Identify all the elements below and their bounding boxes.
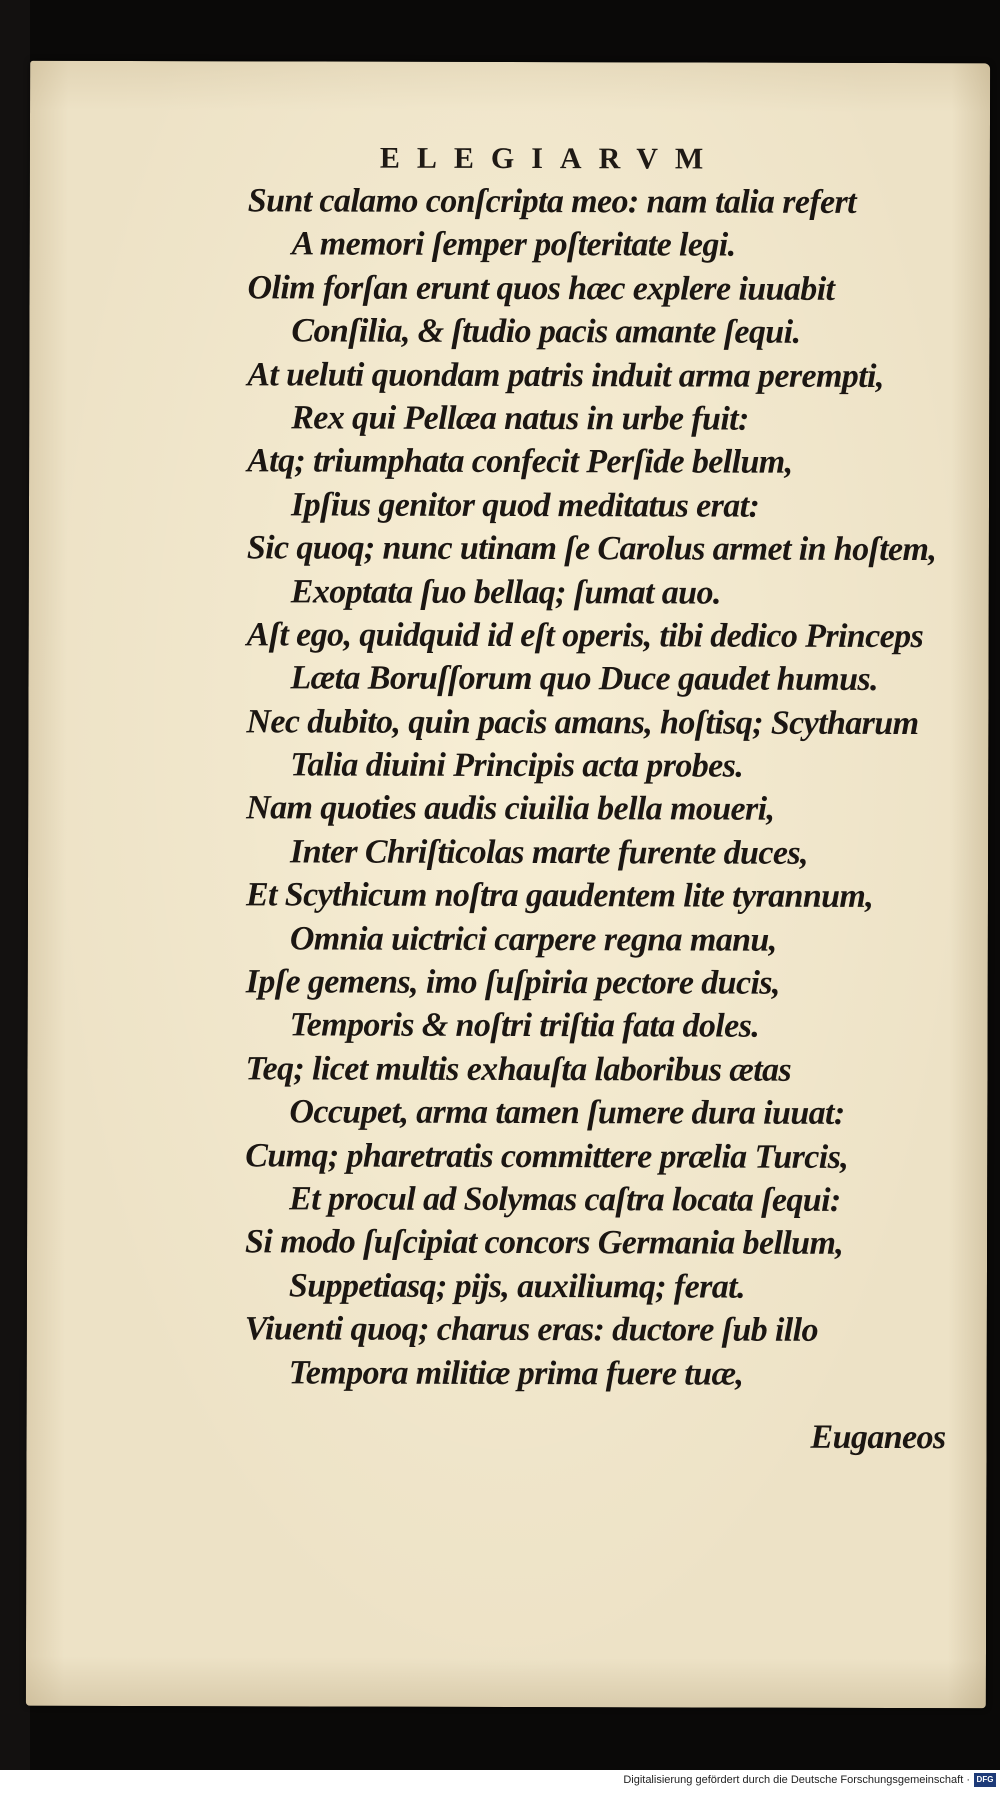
verse-line: Occupet, arma tamen ſumere dura iuuat: xyxy=(289,1093,845,1133)
verse-line: Aſt ego, quidquid id eſt operis, tibi dedico Princeps xyxy=(246,616,924,655)
verse-line: Suppetiasq; pijs, auxiliumq; ferat. xyxy=(288,1267,745,1306)
verse-line: Sunt calamo conſcripta meo: nam talia refert xyxy=(247,182,857,221)
digitization-footer xyxy=(0,1770,1000,1794)
verse-line: Atq; triumphata confecit Perſide bellum, xyxy=(247,442,793,482)
verse-line: Viuenti quoq; charus eras: ductore ſub illo xyxy=(244,1310,818,1349)
verse-line: Et procul ad Solymas caſtra locata ſequi: xyxy=(289,1180,841,1219)
verse-line: Teq; licet multis exhauſta laboribus ætas xyxy=(245,1050,792,1089)
verse-line: Ipſius genitor quod meditatus erat: xyxy=(290,486,760,525)
verse-line: Et Scythicum noſtra gaudentem lite tyrannum, xyxy=(245,876,874,916)
running-head: ELEGIARVM xyxy=(379,141,721,176)
verse-line: Talia diuini Principis acta probes. xyxy=(290,746,744,785)
verse-line: Sic quoq; nunc utinam ſe Carolus armet in hoſtem, xyxy=(246,529,937,569)
verse-line: Inter Chriſticolas marte furente duces, xyxy=(290,833,808,872)
dfg-logo-icon: DFG xyxy=(974,1773,996,1787)
verse-line: Tempora militiæ prima fuere tuæ, xyxy=(288,1353,744,1393)
verse-line: Cumq; pharetratis committere prælia Turcis, xyxy=(245,1136,849,1176)
verse-line: Olim forſan erunt quos hæc explere iuuabit xyxy=(247,269,835,308)
verse-line: A memori ſemper poſteritate legi. xyxy=(291,225,736,264)
verse-line: Rex qui Pellæa natus in urbe fuit: xyxy=(291,399,749,438)
funding-credit: Digitalisierung gefördert durch die Deutsche Forschungsgemeinschaft · xyxy=(623,1774,970,1786)
verse-line: Temporis & noſtri triſtia fata doles. xyxy=(289,1006,760,1046)
catchword: Euganeos xyxy=(810,1418,946,1457)
verse-line: Læta Boruſſorum quo Duce gaudet humus. xyxy=(290,659,879,699)
verse-line: At ueluti quondam patris induit arma perempti, xyxy=(247,355,884,395)
verse-line: Conſilia, & ſtudio pacis amante ſequi. xyxy=(291,312,801,351)
verse-line: Nec dubito, quin pacis amans, hoſtisq; Scytharum xyxy=(246,703,919,742)
verse-line: Nam quoties audis ciuilia bella moueri, xyxy=(246,789,775,829)
verse-line: Exoptata ſuo bellaq; ſumat auo. xyxy=(290,572,721,612)
verse-line: Si modo ſuſcipiat concors Germania bellum, xyxy=(245,1223,844,1263)
verse-block xyxy=(245,179,988,1396)
verse-line: Omnia uictrici carpere regna manu, xyxy=(289,920,777,959)
verse-line: Ipſe gemens, imo ſuſpiria pectore ducis, xyxy=(245,963,780,1002)
book-page xyxy=(26,61,990,1709)
